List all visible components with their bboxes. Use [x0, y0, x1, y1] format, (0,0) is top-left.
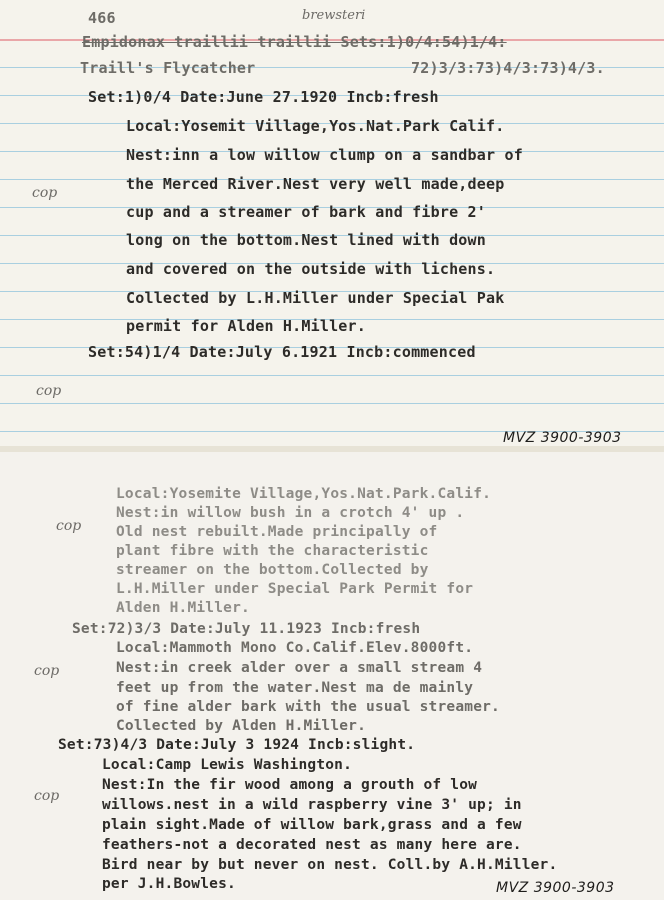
handwritten-margin-mark: cop [36, 383, 62, 399]
text-line: plant fibre with the characteristic [116, 543, 429, 559]
text-line: cup and a streamer of bark and fibre 2' [126, 203, 486, 221]
text-line: feet up from the water.Nest ma de mainly [116, 680, 474, 696]
set-summary: 72)3/3:73)4/3:73)4/3. [411, 59, 605, 77]
text-line: Bird near by but never on nest. Coll.by A.H.Miller. [102, 857, 558, 873]
text-line: long on the bottom.Nest lined with down [126, 231, 486, 249]
specimen-card-top [0, 0, 664, 446]
text-line: plain sight.Made of willow bark,grass and a few [102, 817, 522, 833]
species-header: Empidonax traillii traillii Sets:1)0/4:54)1/4: [82, 33, 507, 51]
common-name: Traill's Flycatcher [80, 59, 256, 77]
set-line: Set:54)1/4 Date:July 6.1921 Incb:commenced [88, 343, 476, 361]
text-line: streamer on the bottom.Collected by [116, 562, 429, 578]
catalog-number: MVZ 3900-3903 [503, 430, 622, 446]
card-number: 466 [88, 9, 116, 27]
text-line: per J.H.Bowles. [102, 876, 236, 892]
text-line: willows.nest in a wild raspberry vine 3' up; in [102, 797, 522, 813]
text-line: Old nest rebuilt.Made principally of [116, 524, 438, 540]
text-line: Local:Yosemit Village,Yos.Nat.Park Calif. [126, 117, 505, 135]
text-line: Local:Camp Lewis Washington. [102, 757, 353, 773]
text-line: permit for Alden H.Miller. [126, 317, 366, 335]
set-line: Set:72)3/3 Date:July 11.1923 Incb:fresh [72, 621, 421, 637]
text-line: Local:Yosemite Village,Yos.Nat.Park.Calif. [116, 486, 492, 502]
set-line: Set:73)4/3 Date:July 3 1924 Incb:slight. [58, 737, 416, 753]
set-line: Set:1)0/4 Date:June 27.1920 Incb:fresh [88, 88, 439, 106]
handwritten-subspecies-note: brewsteri [302, 8, 366, 23]
text-line: L.H.Miller under Special Park Permit for [116, 581, 474, 597]
handwritten-margin-mark: cop [34, 663, 60, 679]
text-line: Nest:In the fir wood among a grouth of low [102, 777, 478, 793]
text-line: Alden H.Miller. [116, 600, 250, 616]
handwritten-margin-mark: cop [56, 518, 82, 534]
specimen-card-bottom [0, 452, 664, 900]
text-line: Local:Mammoth Mono Co.Calif.Elev.8000ft. [116, 640, 474, 656]
text-line: of fine alder bark with the usual streamer. [116, 699, 500, 715]
text-line: the Merced River.Nest very well made,deep [126, 175, 505, 193]
text-line: Nest:in creek alder over a small stream 4 [116, 660, 483, 676]
handwritten-margin-mark: cop [32, 185, 58, 201]
catalog-number: MVZ 3900-3903 [496, 880, 615, 896]
text-line: Collected by Alden H.Miller. [116, 718, 367, 734]
text-line: and covered on the outside with lichens. [126, 260, 496, 278]
text-line: Nest:in willow bush in a crotch 4' up . [116, 505, 465, 521]
text-line: Collected by L.H.Miller under Special Pak [126, 289, 505, 307]
text-line: Nest:inn a low willow clump on a sandbar of [126, 146, 523, 164]
text-line: feathers-not a decorated nest as many here are. [102, 837, 522, 853]
handwritten-margin-mark: cop [34, 788, 60, 804]
